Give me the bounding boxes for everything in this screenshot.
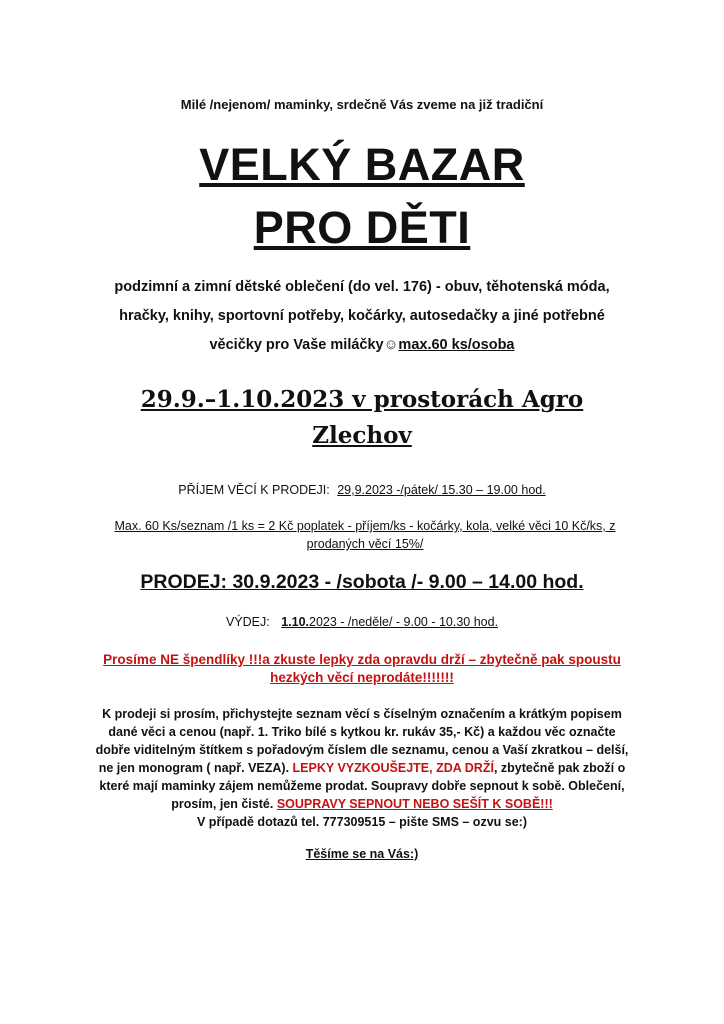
title-line-2: PRO DĚTI: [253, 202, 471, 253]
description: [110, 273, 614, 360]
intake-label: PŘÍJEM VĚCÍ K PRODEJI:: [178, 483, 330, 497]
pickup-line: [0, 615, 724, 629]
instructions-part1: K prodeji si prosím, přichystejte seznam věcí s číselným označením a krátkým popisem dané věci a cenou (např. 1. Triko bílé s kytkou kr. rukáv 35,- Kč) a každou věc označte dobře viditelným štítkem s pořadovým číslem dle seznamu, cenou a Vaší zkratkou – delší, ne jen monogram ( např. VEZA).: [95, 707, 629, 775]
intake-value: 29,9.2023 -/pátek/ 15.30 – 19.00 hod.: [337, 483, 546, 497]
event-dates: 29.9.–1.10.2023 v prostorách Agro Zlechov: [140, 386, 584, 449]
intake-line: [0, 483, 724, 497]
intro-text: Milé /nejenom/ maminky, srdečně Vás zveme na již tradiční: [180, 97, 544, 112]
fee-info: Max. 60 Ks/seznam /1 ks = 2 Kč poplatek - příjem/ks - kočárky, kola, velké věci 10 Kč/ks, z prodaných věcí 15%/: [114, 519, 616, 551]
pickup-value: [281, 615, 498, 629]
sale-line: PRODEJ: 30.9.2023 - /sobota /- 9.00 – 14.00 hod.: [140, 571, 584, 593]
closing-text: Těšíme se na Vás:): [305, 847, 419, 861]
instructions-red2: SOUPRAVY SEPNOUT NEBO SEŠÍT K SOBĚ!!!: [276, 797, 553, 811]
warning-text: Prosíme NE špendlíky !!!a zkuste lepky zda opravdu drží – zbytečně pak spoustu hezkých věcí neprodáte!!!!!!!: [103, 652, 621, 685]
title-line-1: VELKÝ BAZAR: [199, 139, 525, 190]
pickup-date-rest: 2023 - /neděle/ - 9.00 - 10.30 hod.: [309, 615, 499, 629]
description-text: podzimní a zimní dětské oblečení (do vel. 176) - obuv, těhotenská móda, hračky, knihy, sportovní potřeby, kočárky, autosedačky a jiné potřebné věcičky pro Vaše miláčky☺: [114, 279, 610, 353]
instructions-part2: , zbytečně pak zboží o které mají maminky zájem nemůžeme prodat. Soupravy dobře sepnout k sobě. Oblečení, prosím, jen čisté.: [99, 761, 626, 811]
instructions: [92, 705, 632, 831]
instructions-red1: LEPKY VYZKOUŠEJTE, ZDA DRŽÍ: [292, 761, 494, 775]
pickup-date-bold: 1.10.: [281, 615, 310, 629]
item-limit: max.60 ks/osoba: [398, 337, 515, 353]
contact-line: V případě dotazů tel. 777309515 – pište SMS – ozvu se:): [197, 815, 527, 829]
pickup-label: VÝDEJ:: [225, 615, 270, 629]
